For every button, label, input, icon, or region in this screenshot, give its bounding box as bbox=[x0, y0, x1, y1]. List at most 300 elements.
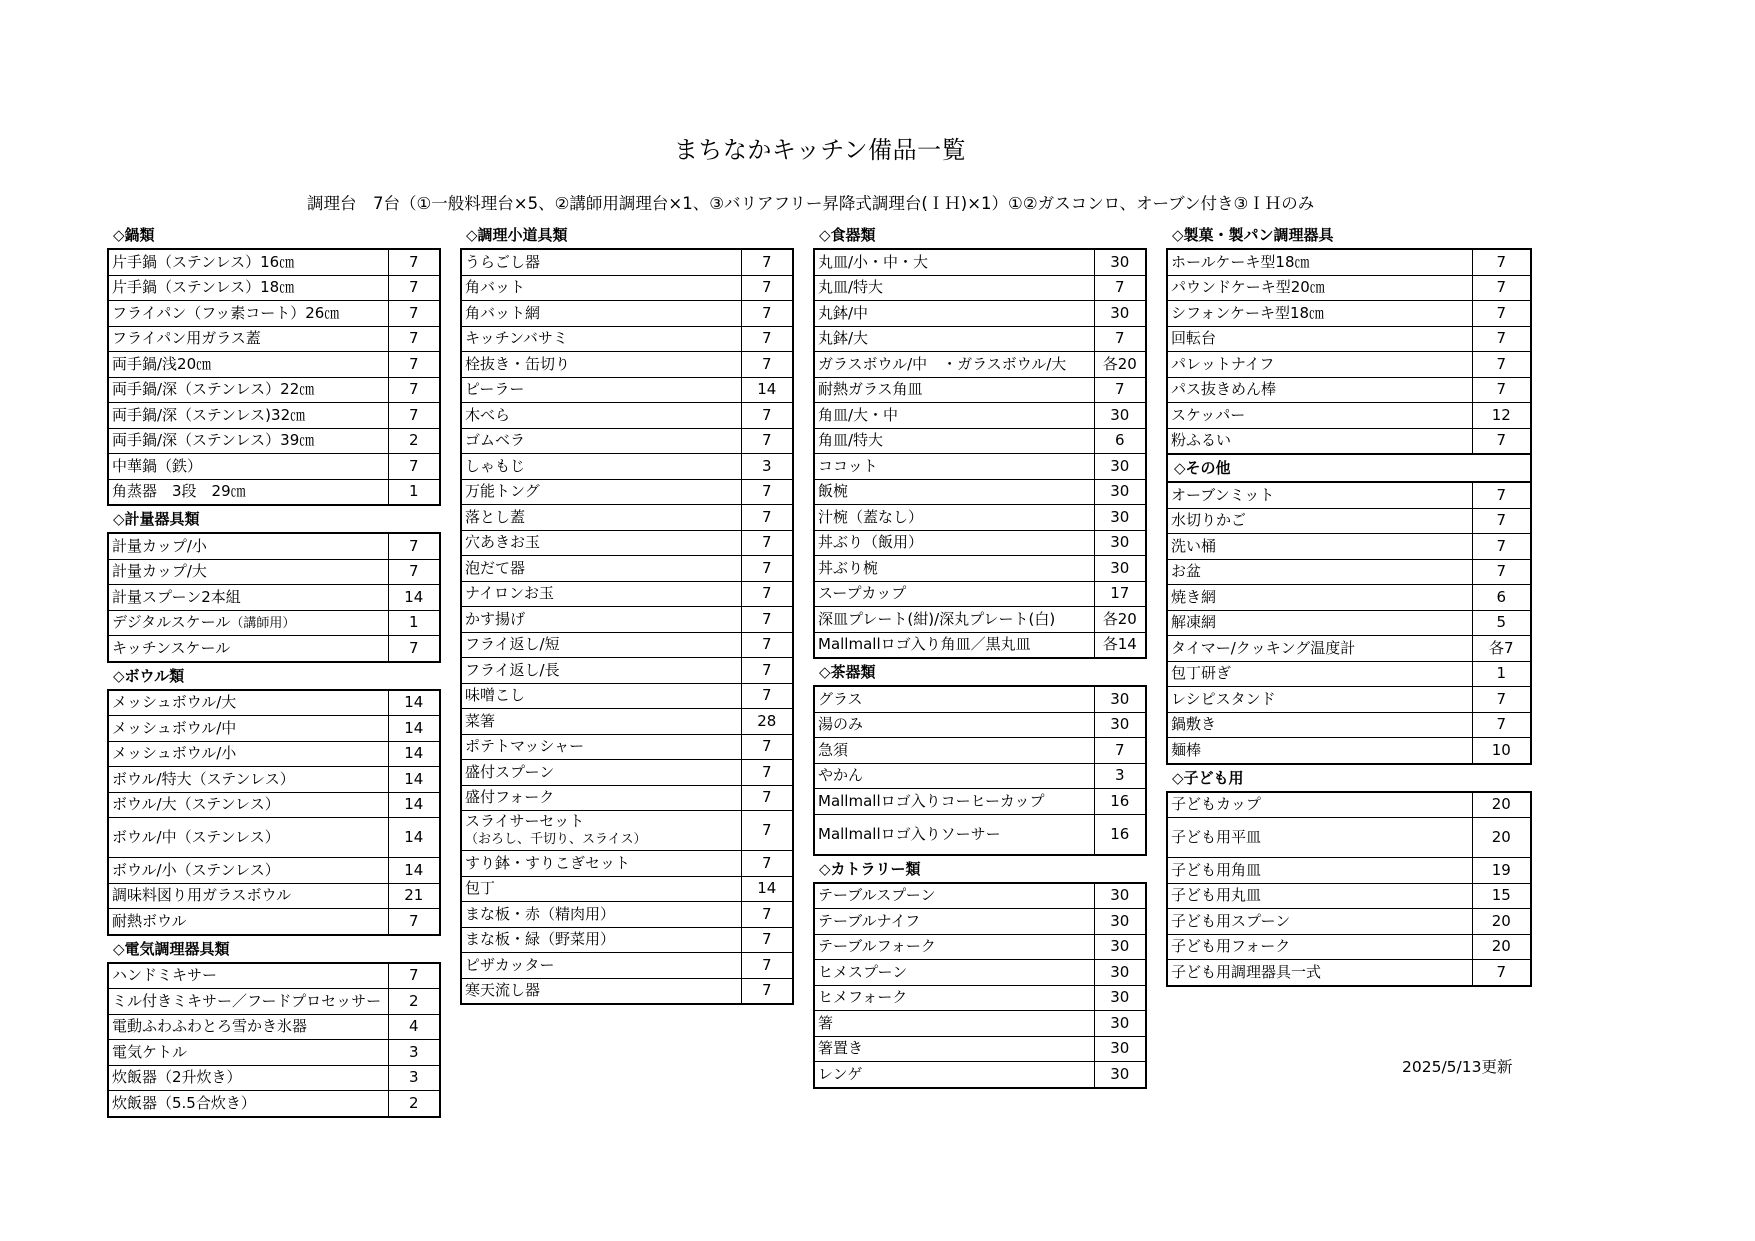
item-name-cell bbox=[1167, 585, 1472, 611]
item-name: 穴あきお玉 bbox=[465, 533, 541, 552]
item-name: 角バット bbox=[465, 278, 526, 297]
table-row bbox=[108, 352, 440, 378]
item-name: 子ども用平皿 bbox=[1171, 828, 1262, 846]
item-name: 丼ぶり椀 bbox=[818, 558, 879, 577]
column-2 bbox=[460, 222, 794, 1005]
item-name: 回転台 bbox=[1171, 329, 1217, 348]
equipment-section bbox=[813, 222, 1147, 659]
table-row bbox=[108, 559, 440, 585]
table-row bbox=[814, 454, 1146, 480]
item-name: ボウル/中（ステンレス） bbox=[112, 828, 280, 846]
table-row bbox=[814, 909, 1146, 935]
item-name: 子ども用スプーン bbox=[1171, 911, 1291, 930]
item-name-cell bbox=[1167, 428, 1472, 454]
table-row bbox=[461, 275, 793, 301]
item-quantity: 16 bbox=[1094, 814, 1146, 855]
item-name-cell bbox=[461, 454, 741, 480]
table-row bbox=[108, 792, 440, 818]
item-quantity: 7 bbox=[1472, 275, 1531, 301]
item-name-cell bbox=[461, 326, 741, 352]
item-name-cell bbox=[108, 428, 388, 454]
item-quantity: 各20 bbox=[1094, 352, 1146, 378]
item-quantity: 7 bbox=[1472, 534, 1531, 560]
item-quantity: 30 bbox=[1094, 301, 1146, 327]
item-quantity: 1 bbox=[388, 610, 440, 636]
item-name-cell bbox=[814, 352, 1094, 378]
item-name-cell bbox=[108, 479, 388, 505]
item-quantity: 14 bbox=[388, 741, 440, 767]
item-quantity: 14 bbox=[741, 876, 793, 902]
item-name: 箸置き bbox=[818, 1039, 864, 1058]
item-quantity: 30 bbox=[1094, 934, 1146, 960]
item-quantity: 7 bbox=[1472, 352, 1531, 378]
item-name-cell bbox=[461, 249, 741, 275]
item-quantity: 2 bbox=[388, 1091, 440, 1117]
table-row bbox=[108, 690, 440, 716]
item-quantity: 14 bbox=[388, 792, 440, 818]
section-heading: ◇カトラリー類 bbox=[819, 859, 921, 878]
equipment-table bbox=[107, 532, 441, 663]
item-name-cell bbox=[461, 876, 741, 902]
item-quantity: 7 bbox=[741, 683, 793, 709]
item-quantity: 30 bbox=[1094, 556, 1146, 582]
section-heading: ◇調理小道具類 bbox=[466, 226, 568, 244]
table-row bbox=[814, 275, 1146, 301]
table-row bbox=[108, 585, 440, 611]
item-name: ゴムベラ bbox=[465, 431, 526, 450]
item-name: 丸鉢/中 bbox=[818, 303, 869, 322]
table-row bbox=[1167, 428, 1531, 454]
item-name: スケッパー bbox=[1171, 405, 1246, 424]
item-quantity: 7 bbox=[741, 479, 793, 505]
item-quantity: 20 bbox=[1472, 792, 1531, 818]
item-name-cell bbox=[814, 883, 1094, 909]
item-name: ボウル/大（ステンレス） bbox=[112, 795, 280, 814]
item-quantity: 30 bbox=[1094, 712, 1146, 738]
item-quantity: 7 bbox=[388, 909, 440, 935]
item-name-cell bbox=[108, 792, 388, 818]
item-name-cell bbox=[461, 851, 741, 877]
item-name-cell bbox=[461, 760, 741, 786]
item-quantity: 7 bbox=[1472, 687, 1531, 713]
item-name-cell bbox=[461, 377, 741, 403]
item-name: 洗い桶 bbox=[1171, 536, 1217, 555]
table-row bbox=[461, 249, 793, 275]
item-name-cell bbox=[108, 989, 388, 1015]
item-quantity: 28 bbox=[741, 709, 793, 735]
item-name-cell bbox=[814, 530, 1094, 556]
table-row bbox=[461, 978, 793, 1004]
item-name-cell bbox=[1167, 377, 1472, 403]
item-name: 計量カップ/大 bbox=[112, 562, 207, 581]
table-row bbox=[461, 953, 793, 979]
item-name-cell bbox=[814, 1036, 1094, 1062]
table-row bbox=[461, 352, 793, 378]
item-name: 味噌こし bbox=[465, 686, 526, 705]
table-row bbox=[461, 403, 793, 429]
table-row bbox=[814, 301, 1146, 327]
table-row bbox=[461, 785, 793, 811]
item-quantity: 30 bbox=[1094, 505, 1146, 531]
item-quantity: 各14 bbox=[1094, 632, 1146, 658]
item-name: まな板・赤（精肉用） bbox=[465, 904, 616, 923]
item-quantity: 7 bbox=[741, 760, 793, 786]
equipment-section bbox=[1166, 455, 1532, 765]
table-row bbox=[814, 686, 1146, 712]
item-quantity: 7 bbox=[1472, 377, 1531, 403]
equipment-table bbox=[813, 248, 1147, 659]
item-quantity: 7 bbox=[741, 811, 793, 851]
item-name-cell bbox=[814, 249, 1094, 275]
table-row bbox=[461, 326, 793, 352]
item-name: ボウル/小（ステンレス） bbox=[112, 860, 280, 879]
item-name: フライ返し/短 bbox=[465, 635, 560, 654]
item-name-cell bbox=[814, 377, 1094, 403]
equipment-section bbox=[813, 659, 1147, 856]
table-row bbox=[814, 1011, 1146, 1037]
table-row bbox=[108, 1014, 440, 1040]
item-name: オーブンミット bbox=[1171, 485, 1275, 504]
item-name-cell bbox=[814, 581, 1094, 607]
item-name-cell bbox=[814, 934, 1094, 960]
item-name: 丼ぶり（飯用） bbox=[818, 533, 924, 552]
section-heading: ◇製菓・製パン調理器具 bbox=[1172, 226, 1334, 244]
item-quantity: 7 bbox=[388, 533, 440, 559]
item-name-cell bbox=[108, 716, 388, 742]
item-name-cell bbox=[1167, 249, 1472, 275]
table-row bbox=[108, 1091, 440, 1117]
item-name-cell bbox=[108, 559, 388, 585]
item-quantity: 7 bbox=[388, 301, 440, 327]
item-quantity: 各7 bbox=[1472, 636, 1531, 662]
equipment-section bbox=[1166, 222, 1532, 455]
item-name: ピーラー bbox=[465, 380, 525, 399]
item-quantity: 各20 bbox=[1094, 607, 1146, 633]
item-name-cell bbox=[108, 818, 388, 858]
item-name: ヒメフォーク bbox=[818, 988, 908, 1007]
item-name: まな板・緑（野菜用） bbox=[465, 930, 616, 949]
column-3 bbox=[813, 222, 1147, 1089]
table-row bbox=[1167, 403, 1531, 429]
item-name: テーブルフォーク bbox=[818, 937, 936, 956]
item-name-cell bbox=[108, 533, 388, 559]
item-name: レンゲ bbox=[818, 1064, 863, 1083]
equipment-section bbox=[460, 222, 794, 1005]
item-name-cell bbox=[814, 909, 1094, 935]
table-row bbox=[108, 610, 440, 636]
table-row bbox=[461, 607, 793, 633]
table-row bbox=[814, 632, 1146, 658]
equipment-section bbox=[1166, 765, 1532, 987]
item-quantity: 7 bbox=[1472, 712, 1531, 738]
table-row bbox=[461, 301, 793, 327]
table-row bbox=[1167, 585, 1531, 611]
table-row bbox=[108, 454, 440, 480]
item-quantity: 20 bbox=[1472, 909, 1531, 935]
item-quantity: 14 bbox=[388, 818, 440, 858]
equipment-table bbox=[813, 882, 1147, 1089]
table-row bbox=[461, 851, 793, 877]
table-row bbox=[461, 811, 793, 851]
table-row bbox=[814, 1036, 1146, 1062]
item-quantity: 7 bbox=[741, 301, 793, 327]
equipment-table bbox=[1166, 248, 1532, 455]
section-heading: ◇計量器具類 bbox=[113, 510, 200, 528]
table-row bbox=[108, 636, 440, 662]
item-quantity: 30 bbox=[1094, 960, 1146, 986]
item-quantity: 7 bbox=[741, 581, 793, 607]
kitchen-table-summary: 調理台 7台（①一般料理台×5、②講師用調理台×1、③バリアフリー昇降式調理台(ＩＨ)×1）①②ガスコンロ、オーブン付き③ＩＨのみ bbox=[307, 194, 1315, 213]
table-row bbox=[814, 1062, 1146, 1088]
item-quantity: 15 bbox=[1472, 883, 1531, 909]
item-quantity: 7 bbox=[1472, 559, 1531, 585]
item-name: 泡だて器 bbox=[465, 558, 526, 577]
table-row bbox=[814, 249, 1146, 275]
item-name-cell bbox=[461, 902, 741, 928]
item-quantity: 7 bbox=[741, 851, 793, 877]
item-name-cell bbox=[108, 1014, 388, 1040]
item-name-cell bbox=[108, 403, 388, 429]
item-name-cell bbox=[814, 275, 1094, 301]
table-row bbox=[108, 767, 440, 793]
item-quantity: 7 bbox=[1094, 738, 1146, 764]
item-quantity: 7 bbox=[1094, 377, 1146, 403]
item-note: （おろし、千切り、スライス） bbox=[465, 832, 647, 847]
item-quantity: 7 bbox=[1472, 301, 1531, 327]
item-quantity: 30 bbox=[1094, 479, 1146, 505]
item-name-cell bbox=[461, 927, 741, 953]
item-quantity: 7 bbox=[388, 454, 440, 480]
table-row bbox=[461, 927, 793, 953]
item-quantity: 20 bbox=[1472, 934, 1531, 960]
item-name-cell bbox=[461, 352, 741, 378]
item-name: 箸 bbox=[818, 1013, 834, 1032]
item-name-cell bbox=[108, 741, 388, 767]
item-name: 菜箸 bbox=[465, 711, 496, 730]
table-row bbox=[108, 858, 440, 884]
item-quantity: 14 bbox=[388, 585, 440, 611]
item-name-cell bbox=[108, 275, 388, 301]
item-name: 炊飯器（2升炊き） bbox=[112, 1068, 242, 1087]
item-quantity: 7 bbox=[741, 352, 793, 378]
item-name-cell bbox=[814, 738, 1094, 764]
item-name: 電気ケトル bbox=[112, 1042, 188, 1061]
item-name: 子ども用調理器具一式 bbox=[1171, 962, 1322, 981]
item-quantity: 7 bbox=[388, 403, 440, 429]
item-quantity: 7 bbox=[741, 927, 793, 953]
item-name-cell bbox=[814, 403, 1094, 429]
item-quantity: 30 bbox=[1094, 686, 1146, 712]
item-name-cell bbox=[461, 785, 741, 811]
item-name: 中華鍋（鉄） bbox=[112, 456, 203, 475]
item-name: シフォンケーキ型18㎝ bbox=[1171, 303, 1325, 322]
item-name: 計量カップ/小 bbox=[112, 536, 207, 555]
item-name: 木べら bbox=[465, 405, 511, 424]
item-name-cell bbox=[1167, 508, 1472, 534]
table-row bbox=[108, 963, 440, 989]
item-name: Mallmallロゴ入りコーヒーカップ bbox=[818, 791, 1045, 810]
table-row bbox=[108, 741, 440, 767]
item-quantity: 14 bbox=[388, 767, 440, 793]
item-name-cell bbox=[461, 607, 741, 633]
item-quantity: 6 bbox=[1094, 428, 1146, 454]
table-row bbox=[814, 789, 1146, 815]
item-quantity: 7 bbox=[741, 953, 793, 979]
item-name-cell bbox=[108, 858, 388, 884]
item-name-cell bbox=[1167, 738, 1472, 764]
table-row bbox=[461, 632, 793, 658]
table-row bbox=[1167, 687, 1531, 713]
table-row bbox=[1167, 326, 1531, 352]
item-name-cell bbox=[1167, 352, 1472, 378]
item-quantity: 19 bbox=[1472, 858, 1531, 884]
item-quantity: 7 bbox=[741, 632, 793, 658]
item-quantity: 30 bbox=[1094, 909, 1146, 935]
updated-date: 2025/5/13更新 bbox=[1402, 1058, 1513, 1076]
item-name: 包丁 bbox=[465, 879, 496, 898]
item-quantity: 14 bbox=[388, 716, 440, 742]
table-row bbox=[814, 403, 1146, 429]
equipment-table bbox=[107, 689, 441, 936]
item-name-cell bbox=[108, 1065, 388, 1091]
table-row bbox=[108, 428, 440, 454]
item-name: ポテトマッシャー bbox=[465, 737, 585, 756]
table-row bbox=[1167, 738, 1531, 764]
item-name-cell bbox=[1167, 403, 1472, 429]
table-row bbox=[108, 326, 440, 352]
item-quantity: 30 bbox=[1094, 454, 1146, 480]
table-row bbox=[1167, 482, 1531, 508]
item-name-cell bbox=[1167, 883, 1472, 909]
item-name-cell bbox=[814, 686, 1094, 712]
item-name: Mallmallロゴ入り角皿／黒丸皿 bbox=[818, 635, 1031, 654]
table-row bbox=[461, 709, 793, 735]
table-row bbox=[814, 505, 1146, 531]
item-name-cell bbox=[814, 607, 1094, 633]
table-row bbox=[1167, 661, 1531, 687]
item-name-cell bbox=[461, 556, 741, 582]
section-heading: ◇子ども用 bbox=[1172, 768, 1244, 787]
item-quantity: 7 bbox=[1094, 326, 1146, 352]
table-row bbox=[108, 377, 440, 403]
item-quantity: 7 bbox=[388, 275, 440, 301]
table-row bbox=[1167, 559, 1531, 585]
table-row bbox=[108, 301, 440, 327]
item-name-cell bbox=[1167, 610, 1472, 636]
item-quantity: 7 bbox=[741, 326, 793, 352]
equipment-section bbox=[107, 663, 441, 936]
item-name-cell bbox=[461, 479, 741, 505]
item-name: メッシュボウル/小 bbox=[112, 744, 237, 763]
item-name: パス抜きめん棒 bbox=[1171, 380, 1277, 399]
item-quantity: 16 bbox=[1094, 789, 1146, 815]
equipment-section bbox=[107, 936, 441, 1118]
table-row bbox=[461, 556, 793, 582]
table-row bbox=[814, 985, 1146, 1011]
item-name: 深皿プレート(紺)/深丸プレート(白) bbox=[818, 609, 1056, 628]
section-heading: ◇ボウル類 bbox=[113, 666, 185, 685]
item-quantity: 7 bbox=[741, 556, 793, 582]
item-quantity: 7 bbox=[1472, 428, 1531, 454]
item-name: 角バット網 bbox=[465, 303, 541, 322]
table-row bbox=[461, 902, 793, 928]
item-name: 片手鍋（ステンレス）16㎝ bbox=[112, 252, 295, 271]
item-name: 粉ふるい bbox=[1171, 431, 1232, 450]
item-quantity: 30 bbox=[1094, 883, 1146, 909]
item-name: キッチンバサミ bbox=[465, 329, 568, 348]
item-name-cell bbox=[814, 479, 1094, 505]
item-name: メッシュボウル/中 bbox=[112, 718, 237, 737]
item-name-cell bbox=[814, 428, 1094, 454]
item-name-cell bbox=[108, 883, 388, 909]
item-quantity: 7 bbox=[741, 428, 793, 454]
item-note: （講師用） bbox=[230, 615, 296, 631]
item-name: メッシュボウル/大 bbox=[112, 693, 237, 712]
item-quantity: 7 bbox=[741, 249, 793, 275]
item-name: しゃもじ bbox=[465, 456, 526, 475]
item-name: 子ども用角皿 bbox=[1171, 860, 1262, 879]
item-name-cell bbox=[108, 1091, 388, 1117]
equipment-table bbox=[107, 248, 441, 506]
item-name: すり鉢・すりこぎセット bbox=[465, 853, 631, 872]
table-row bbox=[108, 909, 440, 935]
item-name-cell bbox=[814, 1062, 1094, 1088]
item-quantity: 7 bbox=[741, 658, 793, 684]
item-name: フライパン用ガラス蓋 bbox=[112, 329, 261, 348]
table-row bbox=[108, 1065, 440, 1091]
table-row bbox=[814, 352, 1146, 378]
section-heading: ◇電気調理器具類 bbox=[113, 939, 230, 958]
table-row bbox=[108, 989, 440, 1015]
item-name-cell bbox=[461, 403, 741, 429]
table-row bbox=[461, 479, 793, 505]
item-name: テーブルナイフ bbox=[818, 911, 921, 930]
item-name: 丸鉢/大 bbox=[818, 329, 869, 348]
table-row bbox=[814, 814, 1146, 855]
table-row bbox=[1167, 712, 1531, 738]
item-quantity: 7 bbox=[388, 377, 440, 403]
item-name-cell bbox=[108, 1040, 388, 1066]
table-row bbox=[814, 428, 1146, 454]
item-name-cell bbox=[108, 585, 388, 611]
item-name: ハンドミキサー bbox=[112, 966, 218, 985]
item-name: うらごし器 bbox=[465, 252, 541, 271]
item-name-cell bbox=[108, 454, 388, 480]
item-name: 調味料図り用ガラスボウル bbox=[112, 886, 292, 905]
item-quantity: 7 bbox=[388, 559, 440, 585]
table-row bbox=[108, 275, 440, 301]
item-name: グラス bbox=[818, 689, 863, 708]
item-name-cell bbox=[814, 712, 1094, 738]
item-name: キッチンスケール bbox=[112, 638, 231, 657]
item-quantity: 3 bbox=[741, 454, 793, 480]
table-row bbox=[1167, 792, 1531, 818]
item-name: 耐熱ガラス角皿 bbox=[818, 380, 923, 399]
item-name: 丸皿/小・中・大 bbox=[818, 252, 929, 271]
item-name: 汁椀（蓋なし） bbox=[818, 507, 924, 526]
item-quantity: 10 bbox=[1472, 738, 1531, 764]
item-quantity: 20 bbox=[1472, 818, 1531, 858]
item-quantity: 7 bbox=[741, 785, 793, 811]
equipment-section bbox=[107, 506, 441, 663]
item-name: ピザカッター bbox=[465, 955, 555, 974]
item-quantity: 2 bbox=[388, 428, 440, 454]
item-quantity: 30 bbox=[1094, 403, 1146, 429]
item-quantity: 7 bbox=[1472, 482, 1531, 508]
item-name: 鍋敷き bbox=[1171, 715, 1217, 734]
item-name-cell bbox=[108, 610, 388, 636]
table-row bbox=[461, 658, 793, 684]
